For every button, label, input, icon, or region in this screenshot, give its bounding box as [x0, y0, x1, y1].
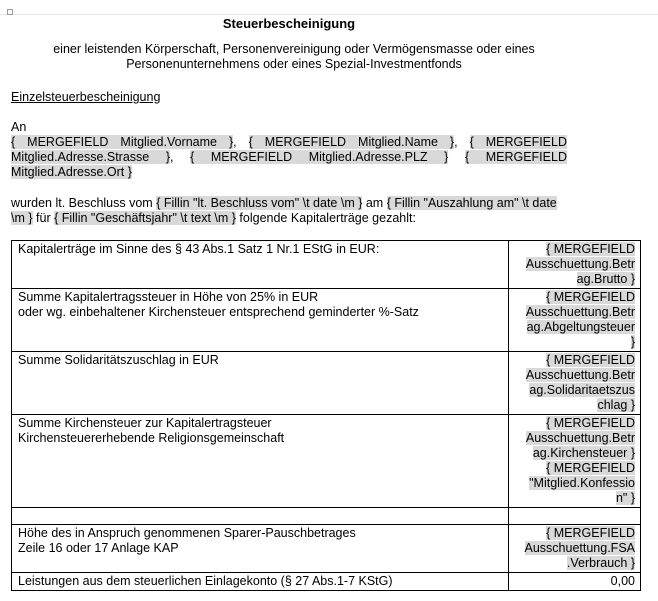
value-line: { MERGEFIELD — [546, 526, 635, 540]
value-line: { MERGEFIELD — [546, 353, 635, 367]
mergefield-vorname[interactable]: { MERGEFIELD Mitglied.Vorname } — [11, 135, 234, 149]
fillin-geschaeftsjahr[interactable]: { Fillin "Geschäftsjahr" \t text \m } — [54, 211, 236, 225]
label-line: Leistungen aus dem steuerlichen Einlagekonto (§ 27 Abs.1-7 KStG) — [18, 574, 393, 588]
value-line: ag.Abgeltungsteuer — [526, 320, 635, 334]
payment-paragraph — [11, 196, 569, 226]
mergefield-solidaritaetszuschlag[interactable] — [526, 353, 635, 412]
row-label — [12, 289, 509, 352]
separator: , — [170, 150, 191, 164]
table-row — [12, 241, 641, 289]
document-subtitle — [10, 42, 578, 72]
row-value — [509, 508, 641, 525]
row-value — [509, 241, 641, 289]
table-row-empty — [12, 508, 641, 525]
row-label — [12, 241, 509, 289]
table-row — [12, 573, 641, 591]
row-label — [12, 352, 509, 415]
value-line: { MERGEFIELD — [546, 242, 635, 256]
separator: , — [233, 135, 249, 149]
mergefield-strasse[interactable]: { MERGEFIELD Mitglied.Adresse.Strasse } — [11, 135, 567, 164]
table-row — [12, 289, 641, 352]
label-line: Summe Solidaritätszuschlag in EUR — [18, 353, 219, 367]
mergefield-konfession[interactable] — [529, 461, 635, 505]
recipient-label: An — [11, 120, 27, 134]
row-value — [509, 573, 641, 591]
text-boundary-anchor-icon — [7, 9, 13, 15]
fillin-auszahlung-date[interactable]: { Fillin "Auszahlung am" \t date \m } — [11, 196, 557, 225]
document-title: Steuerbescheinigung — [222, 16, 356, 31]
mergefield-plz[interactable]: { MERGEFIELD Mitglied.Adresse.PLZ } — [190, 150, 449, 164]
label-line: Kapitalerträge im Sinne des § 43 Abs.1 Satz 1 Nr.1 EStG in EUR: — [18, 242, 380, 256]
separator: , — [454, 135, 470, 149]
label-line: Kirchensteuererhebende Religionsgemeinschaft — [18, 431, 285, 445]
paragraph-text: für — [32, 211, 55, 225]
value-line: Ausschuettung.Betr — [525, 305, 635, 319]
value-line: Ausschuettung.Betr — [525, 431, 635, 445]
row-value — [509, 525, 641, 573]
row-label — [12, 573, 509, 591]
value-line: .Verbrauch } — [566, 556, 635, 570]
value-line: n" } — [615, 491, 635, 505]
value-line: { MERGEFIELD — [546, 461, 635, 475]
fillin-beschluss-date[interactable]: { Fillin "lt. Beschluss vom" \t date \m } — [156, 196, 363, 210]
label-line: Höhe des in Anspruch genommenen Sparer-Pauschbetrages — [18, 526, 356, 540]
value-line: { MERGEFIELD — [546, 290, 635, 304]
paragraph-text: am — [362, 196, 387, 210]
value-line: "Mitglied.Konfessio — [529, 476, 635, 490]
value-line: } — [630, 335, 635, 349]
einlagekonto-value: 0,00 — [610, 574, 635, 588]
mergefield-brutto[interactable] — [526, 242, 635, 286]
mergefield-abgeltungsteuer[interactable] — [526, 290, 635, 349]
mergefield-kirchensteuer[interactable] — [526, 416, 635, 460]
value-line: ag.Solidaritaetszus — [529, 383, 635, 397]
subtitle-line-2: Personenunternehmens oder eines Spezial-Investmentfonds — [126, 57, 462, 71]
mergefield-ort[interactable]: { MERGEFIELD Mitglied.Adresse.Ort } — [11, 150, 567, 179]
value-line: Ausschuettung.Betr — [525, 257, 635, 271]
row-label — [12, 415, 509, 508]
mergefield-fsa-verbrauch[interactable] — [525, 526, 635, 570]
table-row — [12, 525, 641, 573]
table-row — [12, 352, 641, 415]
paragraph-text: folgende Kapitalerträge gezahlt: — [235, 211, 416, 225]
label-line: Summe Kirchensteuer zur Kapitalertragsteuer — [18, 416, 272, 430]
page-top-edge — [0, 14, 658, 15]
value-line: chlag } — [597, 398, 635, 412]
row-label — [12, 508, 509, 525]
label-line: Zeile 16 oder 17 Anlage KAP — [18, 541, 179, 555]
row-value — [509, 415, 641, 508]
row-label — [12, 525, 509, 573]
subtitle-line-1: einer leistenden Körperschaft, Personenvereinigung oder Vermögensmasse oder eines — [53, 42, 535, 56]
row-value — [509, 289, 641, 352]
value-line: ag.Kirchensteuer } — [532, 446, 635, 460]
kapitalertraege-table — [11, 240, 641, 591]
value-line: ag.Brutto } — [576, 272, 635, 286]
label-line: oder wg. einbehaltener Kirchensteuer entsprechend geminderter %-Satz — [18, 305, 419, 319]
mergefield-name[interactable]: { MERGEFIELD Mitglied.Name } — [248, 135, 455, 149]
paragraph-text: wurden lt. Beschluss vom — [11, 196, 157, 210]
section-heading: Einzelsteuerbescheinigung — [11, 90, 161, 104]
value-line: Ausschuettung.FSA — [524, 541, 635, 555]
recipient-address-fields — [11, 135, 567, 180]
row-value — [509, 352, 641, 415]
value-line: { MERGEFIELD — [546, 416, 635, 430]
value-line: Ausschuettung.Betr — [525, 368, 635, 382]
label-line: Summe Kapitalertragssteuer in Höhe von 25% in EUR — [18, 290, 319, 304]
table-row — [12, 415, 641, 508]
